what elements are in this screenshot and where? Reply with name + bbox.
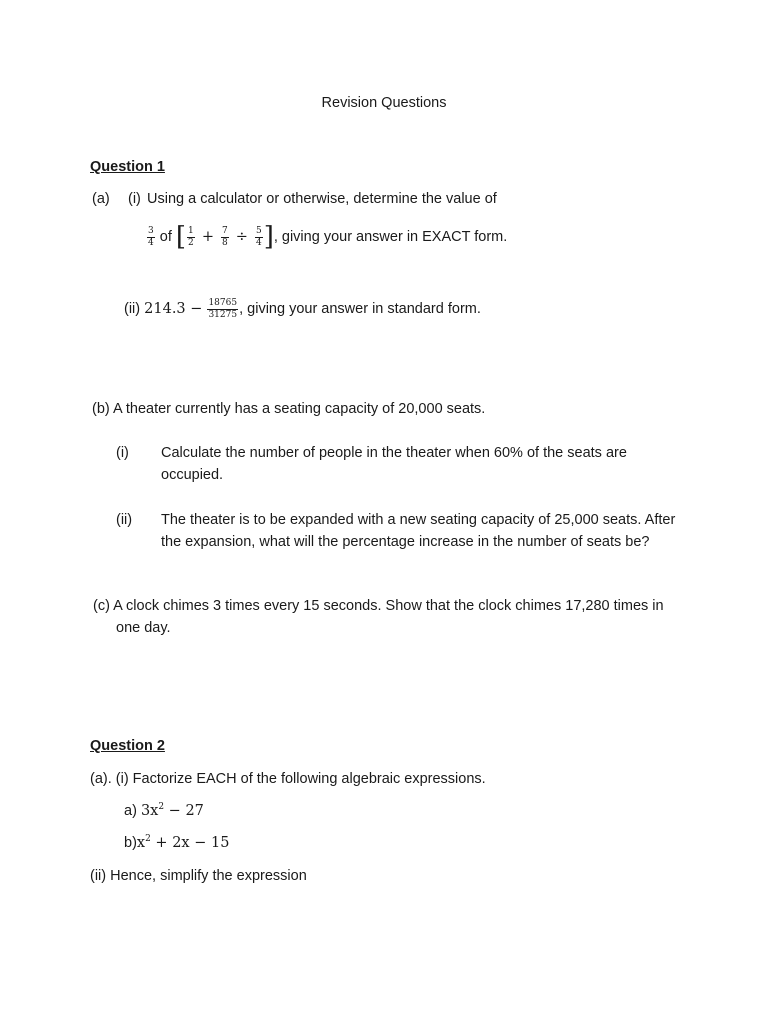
q2-item-b	[124, 832, 229, 854]
q1-a-i-expression	[146, 222, 508, 253]
q2-a-i-text: (a). (i) Factorize EACH of the following algebraic expressions.	[90, 771, 486, 787]
expression-lead: 214.3 −	[144, 301, 203, 317]
right-bracket: ]	[263, 222, 274, 253]
fraction: $\frac{5}{4}$	[255, 225, 262, 248]
fraction: $\frac{18765}{31275}$	[208, 297, 238, 320]
q1-b-ii-label: (ii)	[116, 512, 133, 528]
q1-b-ii-line1: The theater is to be expanded with a new seating capacity of 25,000 seats. After	[161, 512, 676, 528]
question-2-heading: Question 2	[90, 738, 165, 754]
fraction: $\frac{7}{8}$	[222, 225, 228, 248]
q2-item-a	[124, 800, 204, 822]
q2-item-b-label: b)	[124, 835, 137, 851]
exact-form-text: , giving your answer in EXACT form.	[273, 229, 508, 245]
q1-part-c-line1: (c) A clock chimes 3 times every 15 seconds. Show that the clock chimes 17,280 times in	[93, 598, 664, 614]
comma: ,	[239, 301, 244, 317]
q1-a-i-text: Using a calculator or otherwise, determine the value of	[147, 191, 497, 207]
q2-item-a-label: a)	[124, 803, 137, 819]
left-bracket: [	[175, 222, 187, 253]
q1-b-i-label: (i)	[116, 445, 129, 461]
standard-form-text: giving your answer in standard form.	[247, 301, 481, 317]
page-title: Revision Questions	[321, 95, 447, 111]
q1-part-c-line2: one day.	[116, 620, 171, 636]
fraction: $\frac{3}{4}$	[148, 225, 154, 248]
q1-b-i-line2: occupied.	[161, 467, 224, 483]
q1-part-a-label: (a)	[92, 191, 110, 207]
plus-operator: +	[201, 229, 214, 245]
fraction: $\frac{1}{2}$	[188, 225, 194, 248]
q1-a-ii-expression	[124, 296, 481, 322]
q1-a-ii-label: (ii)	[124, 301, 141, 317]
q1-a-i-label: (i)	[128, 191, 141, 207]
divide-operator: ÷	[235, 229, 248, 245]
q2-a-ii-text: (ii) Hence, simplify the expression	[90, 868, 307, 884]
q1-b-i-line1: Calculate the number of people in the theater when 60% of the seats are	[161, 445, 627, 461]
of-word: of	[159, 229, 172, 245]
q2-item-b-expression: $x^2 + 2x - 15$	[136, 834, 230, 851]
q2-item-a-expression: $3x^2 - 27$	[140, 802, 204, 819]
q1-b-ii-line2: the expansion, what will the percentage increase in the number of seats be?	[161, 534, 650, 550]
q1-part-b-text: (b) A theater currently has a seating capacity of 20,000 seats.	[92, 401, 486, 417]
question-1-heading: Question 1	[90, 159, 165, 175]
